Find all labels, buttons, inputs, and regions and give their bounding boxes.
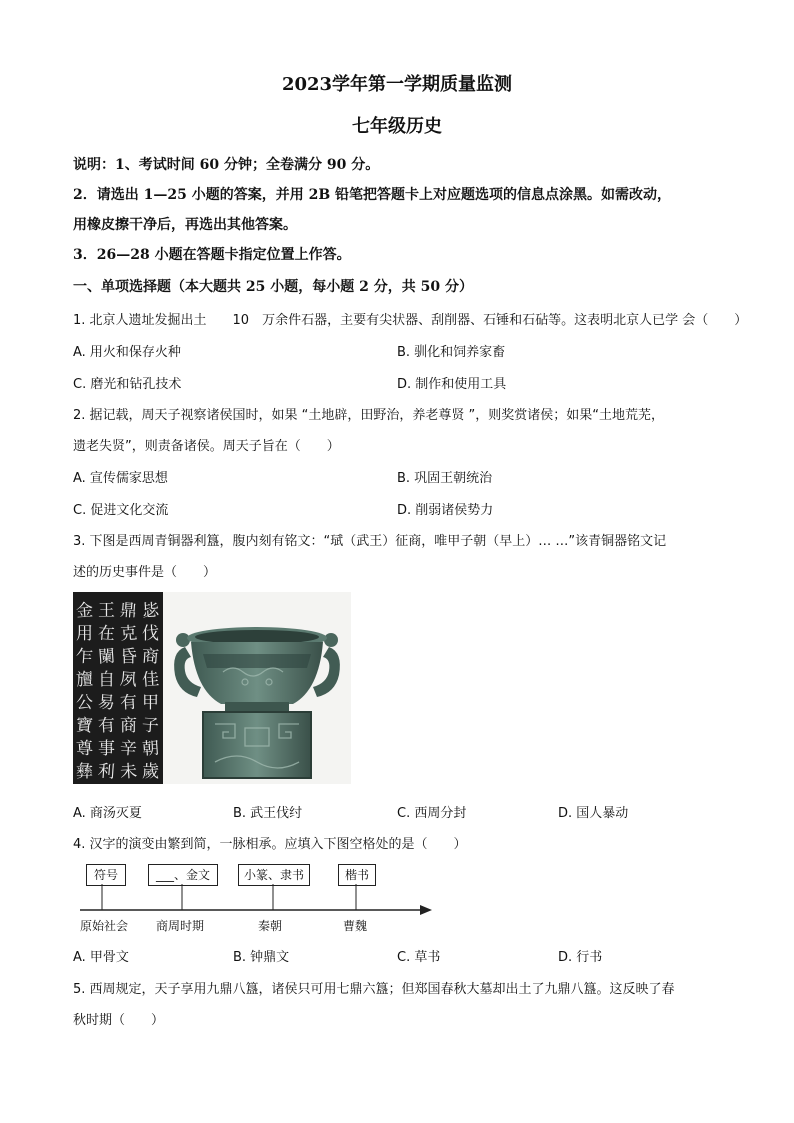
timeline-period-cao-wei: 曹魏 — [343, 919, 368, 933]
inscription-glyph: 用 — [76, 624, 93, 644]
inscription-glyph: 闌 — [97, 646, 116, 668]
inscription-glyph: 乍 — [75, 646, 94, 668]
timeline-box-symbols: 符号 — [86, 864, 126, 886]
instruction-line-1: 说明：1、考试时间 60 分钟；全卷满分 90 分。 — [73, 157, 380, 173]
inscription-glyph: 易 — [97, 692, 116, 714]
question-4-option-d: D. 行书 — [558, 950, 603, 965]
question-4-stem: 4. 汉字的演变由繁到简，一脉相承。应填入下图空格处的是（ ） — [73, 837, 467, 852]
question-2-option-c: C. 促进文化交流 — [73, 503, 169, 518]
inscription-glyph: 自 — [98, 670, 115, 690]
inscription-glyph: 伐 — [142, 624, 159, 644]
inscription-glyph: 金 — [75, 600, 94, 622]
inscription-glyph: 有 — [119, 692, 138, 714]
inscription-glyph: 夙 — [119, 669, 138, 691]
timeline-box-seal-clerical: 小篆、隶书 — [238, 864, 310, 886]
question-3-option-d: D. 国人暴动 — [558, 806, 629, 821]
question-2-stem-line-2: 遗老失贤”，则责备诸侯。周天子旨在（ ） — [73, 439, 340, 454]
inscription-glyph: 子 — [141, 715, 160, 737]
inscription-glyph: 毖 — [141, 600, 160, 622]
question-3-stem-line-1: 3. 下图是西周青铜器利簋，腹内刻有铭文：“珷（武王）征商，唯甲子朝（早上）… …”该青铜器铭文记 — [73, 534, 667, 549]
question-5-stem-line-2: 秋时期（ ） — [73, 1013, 165, 1028]
question-1-option-b: B. 驯化和饲养家畜 — [397, 345, 506, 360]
question-2-option-a: A. 宣传儒家思想 — [73, 471, 168, 486]
inscription-glyph: 鼎 — [119, 600, 138, 622]
inscription-glyph: 事 — [98, 739, 115, 759]
inscription-glyph: 歲 — [142, 762, 159, 782]
inscription-glyph: 未 — [119, 761, 138, 783]
bronze-vessel-image — [163, 592, 351, 784]
question-4-option-a: A. 甲骨文 — [73, 950, 129, 965]
question-4-option-b: B. 钟鼎文 — [233, 950, 290, 965]
question-3-option-c: C. 西周分封 — [397, 806, 467, 821]
inscription-glyph: 公 — [76, 693, 93, 713]
inscription-glyph: 辛 — [119, 738, 138, 760]
timeline-period-qin: 秦朝 — [258, 919, 283, 933]
inscription-glyph: 商 — [141, 646, 160, 668]
question-3-option-a: A. 商汤灭夏 — [73, 806, 142, 821]
question-4-option-c: C. 草书 — [397, 950, 441, 965]
timeline-box-blank-bronze: ___、金文 — [148, 864, 218, 886]
inscription-glyph: 王 — [98, 601, 115, 621]
inscription-glyph: 旜 — [75, 669, 94, 691]
instruction-line-2b: 用橡皮擦干净后，再选出其他答案。 — [73, 217, 297, 233]
section-heading: 一、单项选择题（本大题共 25 小题，每小题 2 分，共 50 分） — [73, 279, 473, 295]
timeline-box-regular-script: 楷书 — [338, 864, 376, 886]
inscription-glyph: 寶 — [75, 715, 94, 737]
question-2-option-d: D. 削弱诸侯势力 — [397, 503, 494, 518]
inscription-glyph: 甲 — [142, 693, 159, 713]
instruction-line-3: 3．26—28 小题在答题卡指定位置上作答。 — [73, 247, 351, 263]
question-1-option-c: C. 磨光和钻孔技术 — [73, 377, 182, 392]
question-1-option-d: D. 制作和使用工具 — [397, 377, 507, 392]
timeline-period-shang-zhou: 商周时期 — [156, 919, 205, 933]
question-1-stem: 1. 北京人遗址发掘出土 10 万余件石器，主要有尖状器、刮削器、石锤和石砧等。这表明北京人已学 会（ ） — [73, 313, 748, 328]
question-3-stem-line-2: 述的历史事件是（ ） — [73, 565, 217, 580]
timeline-period-primitive: 原始社会 — [80, 919, 129, 933]
inscription-rubbing-image — [73, 592, 163, 784]
question-5-stem-line-1: 5. 西周规定，天子享用九鼎八簋，诸侯只可用七鼎六簋；但郑国春秋大墓却出土了九鼎八簋。这反映了春 — [73, 982, 675, 997]
question-3-option-b: B. 武王伐纣 — [233, 806, 303, 821]
exam-title: 2023学年第一学期质量监测 — [281, 74, 513, 95]
inscription-glyph: 克 — [119, 623, 138, 645]
inscription-glyph: 朝 — [141, 738, 160, 760]
inscription-glyph: 彝 — [76, 762, 93, 782]
inscription-glyph: 昏 — [120, 647, 137, 667]
inscription-glyph: 佳 — [141, 669, 160, 691]
timeline-axis — [70, 884, 440, 920]
question-1-option-a: A. 用火和保存火种 — [73, 345, 181, 360]
inscription-glyph: 有 — [97, 715, 116, 737]
inscription-glyph: 在 — [97, 623, 116, 645]
li-gui-vessel-illustration — [163, 592, 351, 784]
inscription-glyph: 尊 — [75, 738, 94, 760]
inscription-glyph: 商 — [120, 716, 137, 736]
inscription-glyph: 利 — [97, 761, 116, 783]
exam-subtitle: 七年级历史 — [352, 116, 442, 137]
question-2-option-b: B. 巩固王朝统治 — [397, 471, 493, 486]
question-2-stem-line-1: 2. 据记载，周天子视察诸侯国时，如果 “土地辟，田野治，养老尊贤 ”，则奖赏诸侯；如果“土地荒芜， — [73, 408, 665, 423]
instruction-line-2a: 2．请选出 1—25 小题的答案，并用 2B 铅笔把答题卡上对应题选项的信息点涂黑。如需改动， — [73, 187, 672, 203]
